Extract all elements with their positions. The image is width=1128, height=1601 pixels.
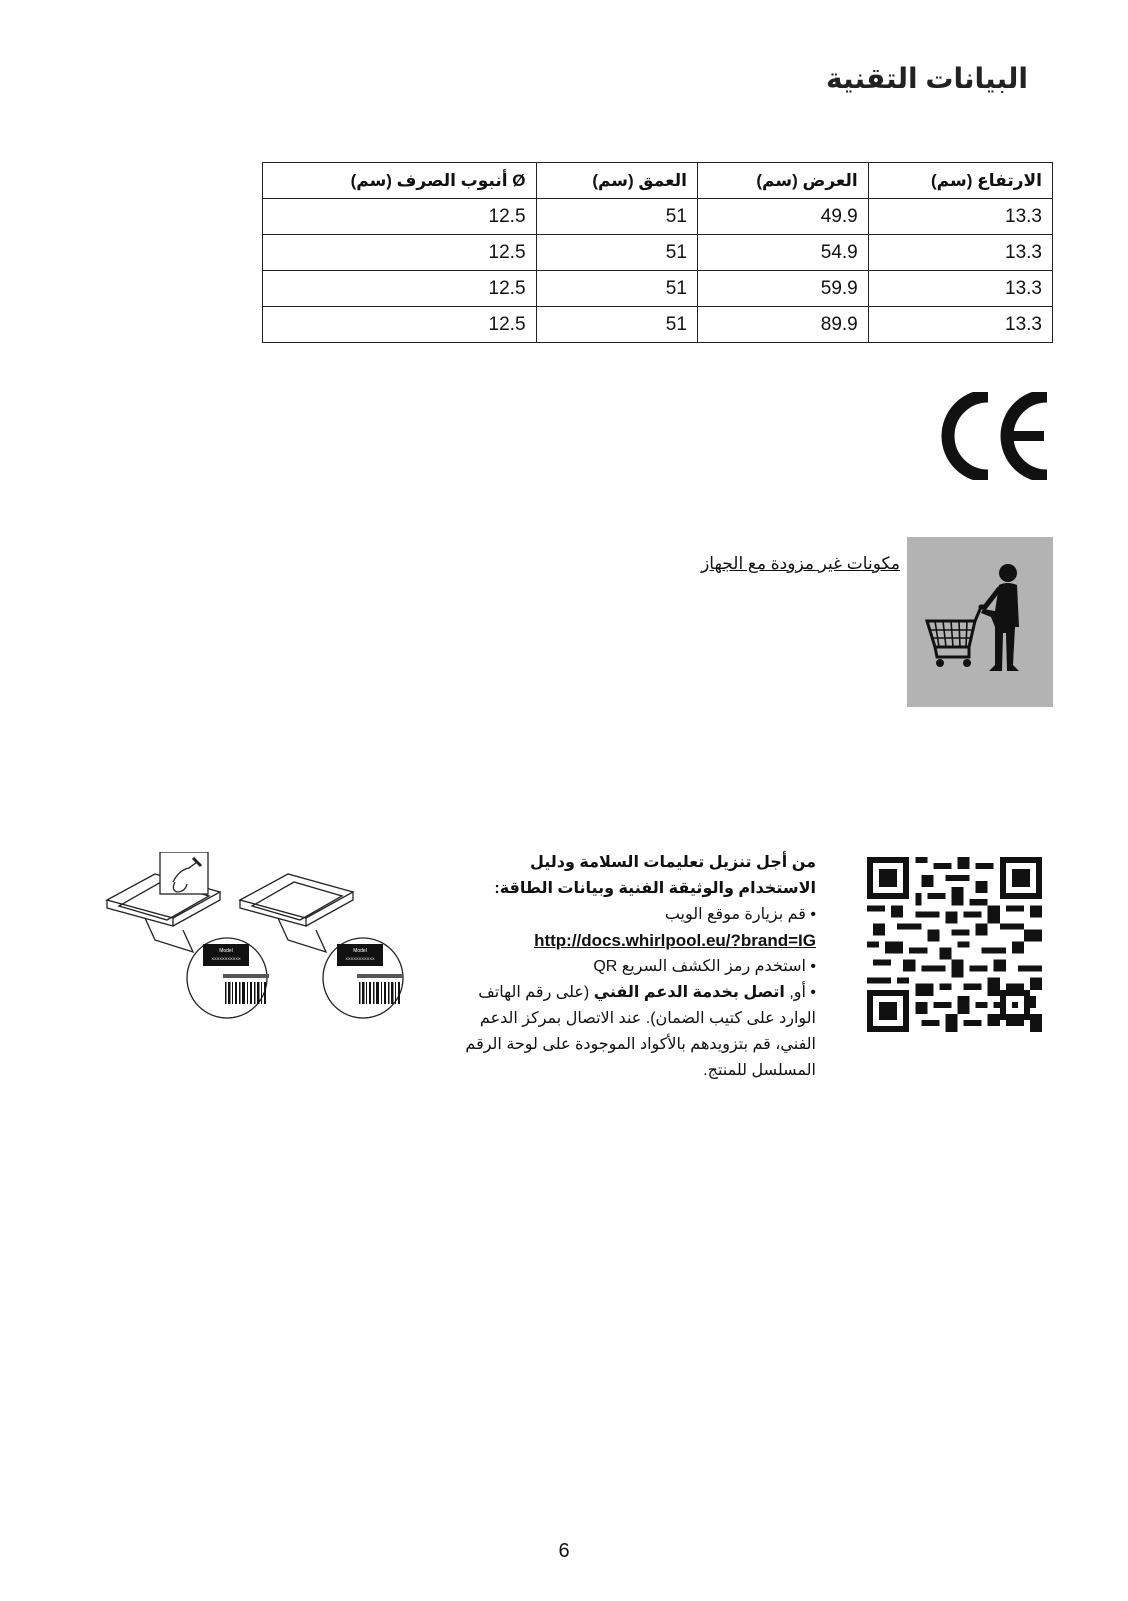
ce-mark-icon	[940, 392, 1053, 480]
plate-model-label: Model	[219, 948, 233, 954]
cell-width: 49.9	[697, 199, 868, 235]
info-bullet-support-bold: اتصل بخدمة الدعم الفني	[593, 984, 785, 1001]
info-bullet-website: • قم بزيارة موقع الويب	[664, 906, 816, 923]
docs-link[interactable]: http://docs.whirlpool.eu/?brand=IG	[534, 931, 816, 950]
person-with-cart-icon	[907, 537, 1053, 707]
plate-code-label: XXXXXXXXXXX	[211, 956, 241, 961]
plate-model-label: Model	[353, 948, 367, 954]
table-row	[263, 235, 1053, 271]
cell-depth: 51	[536, 199, 697, 235]
header-width: العرض (سم)	[697, 163, 868, 199]
page-title: البيانات التقنية	[826, 63, 1028, 94]
hood-serial-plate-illustration	[105, 852, 440, 1032]
table-row	[263, 271, 1053, 307]
cell-height: 13.3	[868, 235, 1052, 271]
info-bullet-qr: • استخدم رمز الكشف السريع QR	[593, 958, 816, 975]
header-height: الارتفاع (سم)	[868, 163, 1052, 199]
table-header-row	[263, 163, 1053, 199]
cell-height: 13.3	[868, 271, 1052, 307]
cell-drain-pipe: 12.5	[263, 235, 537, 271]
cell-drain-pipe: 12.5	[263, 307, 537, 343]
table-row	[263, 307, 1053, 343]
cell-height: 13.3	[868, 199, 1052, 235]
cell-depth: 51	[536, 307, 697, 343]
info-bullet-support	[452, 980, 816, 1084]
cell-drain-pipe: 12.5	[263, 199, 537, 235]
info-bullet-support-rest: (على رقم الهاتف الوارد على كتيب الضمان). عند الاتصال بمركز الدعم الفني، قم بتزويدهم بالأكواد الموجودة على لوحة الرقم المسلسل للمنتج.	[465, 984, 816, 1079]
qr-code-icon	[867, 857, 1042, 1032]
cell-width: 59.9	[697, 271, 868, 307]
cell-height: 13.3	[868, 307, 1052, 343]
plate-code-label: XXXXXXXXXXX	[345, 956, 375, 961]
cell-width: 54.9	[697, 235, 868, 271]
cell-depth: 51	[536, 235, 697, 271]
page-number: 6	[558, 1540, 570, 1562]
specs-table	[262, 162, 1053, 343]
shopping-cart-pictogram	[907, 537, 1053, 707]
table-row	[263, 199, 1053, 235]
cell-drain-pipe: 12.5	[263, 271, 537, 307]
cell-width: 89.9	[697, 307, 868, 343]
components-not-supplied-note: مكونات غير مزودة مع الجهاز	[701, 554, 900, 573]
documentation-info	[452, 850, 816, 1084]
info-heading: من أجل تنزيل تعليمات السلامة ودليل الاستخدام والوثيقة الفنية وبيانات الطاقة:	[494, 854, 816, 897]
header-drain-pipe: Ø أنبوب الصرف (سم)	[263, 163, 537, 199]
header-depth: العمق (سم)	[536, 163, 697, 199]
info-bullet-prefix: • أو,	[784, 984, 816, 1001]
cell-depth: 51	[536, 271, 697, 307]
